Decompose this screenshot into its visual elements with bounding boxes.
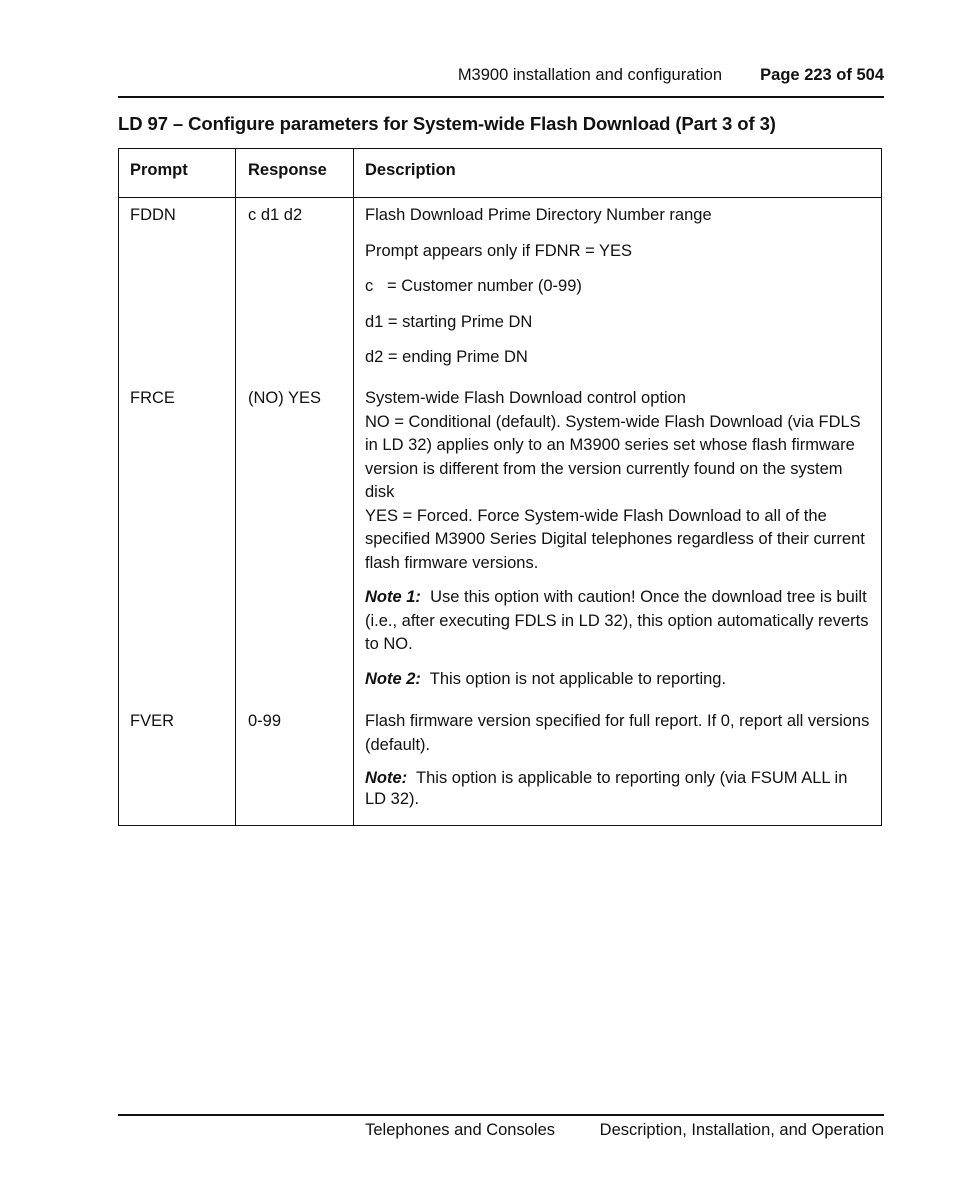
row-prompt: FDDN — [130, 206, 176, 224]
note-paragraph — [365, 586, 875, 657]
note-text: This option is applicable to reporting only (via FSUM ALL in LD 32). — [365, 769, 848, 808]
note-text: Use this option with caution! Once the download tree is built (i.e., after executing FDLS in LD 32), this option automatically reverts to NO. — [365, 588, 869, 653]
column-divider — [235, 149, 236, 825]
header-row-divider — [119, 197, 881, 198]
page-header — [118, 66, 884, 98]
header-page-number: Page 223 of 504 — [760, 66, 884, 84]
column-divider — [353, 149, 354, 825]
row-response: (NO) YES — [248, 389, 322, 407]
page-footer — [118, 1114, 884, 1139]
description-line: Flash Download Prime Directory Number range — [365, 206, 712, 224]
note-paragraph — [365, 668, 875, 692]
column-header-prompt: Prompt — [130, 161, 188, 179]
note-label: Note 2: — [365, 669, 421, 688]
description-line: YES = Forced. Force System-wide Flash Download to all of the specified M3900 Series Digital telephones regardless of their current flash firmware versions. — [365, 506, 865, 572]
note-text: This option is not applicable to reporting. — [429, 669, 727, 688]
description-line: d2 = ending Prime DN — [365, 348, 528, 366]
row-description — [365, 204, 873, 370]
note-paragraph — [365, 768, 873, 810]
description-line: NO = Conditional (default). System-wide Flash Download (via FDLS in LD 32) applies only to an M3900 series set whose flash firmware version is different from the version currently found on the system disk — [365, 412, 861, 501]
row-description — [365, 387, 875, 691]
parameter-table — [118, 148, 882, 826]
row-description — [365, 710, 873, 810]
row-response: c d1 d2 — [248, 206, 303, 224]
table-title: LD 97 – Configure parameters for System-wide Flash Download (Part 3 of 3) — [118, 113, 776, 134]
row-prompt: FRCE — [130, 389, 175, 407]
row-prompt: FVER — [130, 712, 175, 730]
note-label: Note: — [365, 769, 408, 787]
description-line: d1 = starting Prime DN — [365, 312, 533, 331]
column-header-response: Response — [248, 161, 327, 179]
footer-left: Telephones and Consoles — [365, 1121, 555, 1139]
note-label: Note 1: — [365, 588, 421, 606]
footer-right: Description, Installation, and Operation — [599, 1121, 884, 1139]
description-line: Flash firmware version specified for full report. If 0, report all versions (default). — [365, 712, 870, 754]
column-header-description: Description — [365, 161, 456, 179]
row-response: 0-99 — [248, 712, 282, 730]
description-line: c = Customer number (0-99) — [365, 277, 582, 295]
description-line: System-wide Flash Download control option — [365, 389, 686, 407]
header-title: M3900 installation and configuration — [457, 66, 722, 84]
description-line: Prompt appears only if FDNR = YES — [365, 241, 633, 260]
